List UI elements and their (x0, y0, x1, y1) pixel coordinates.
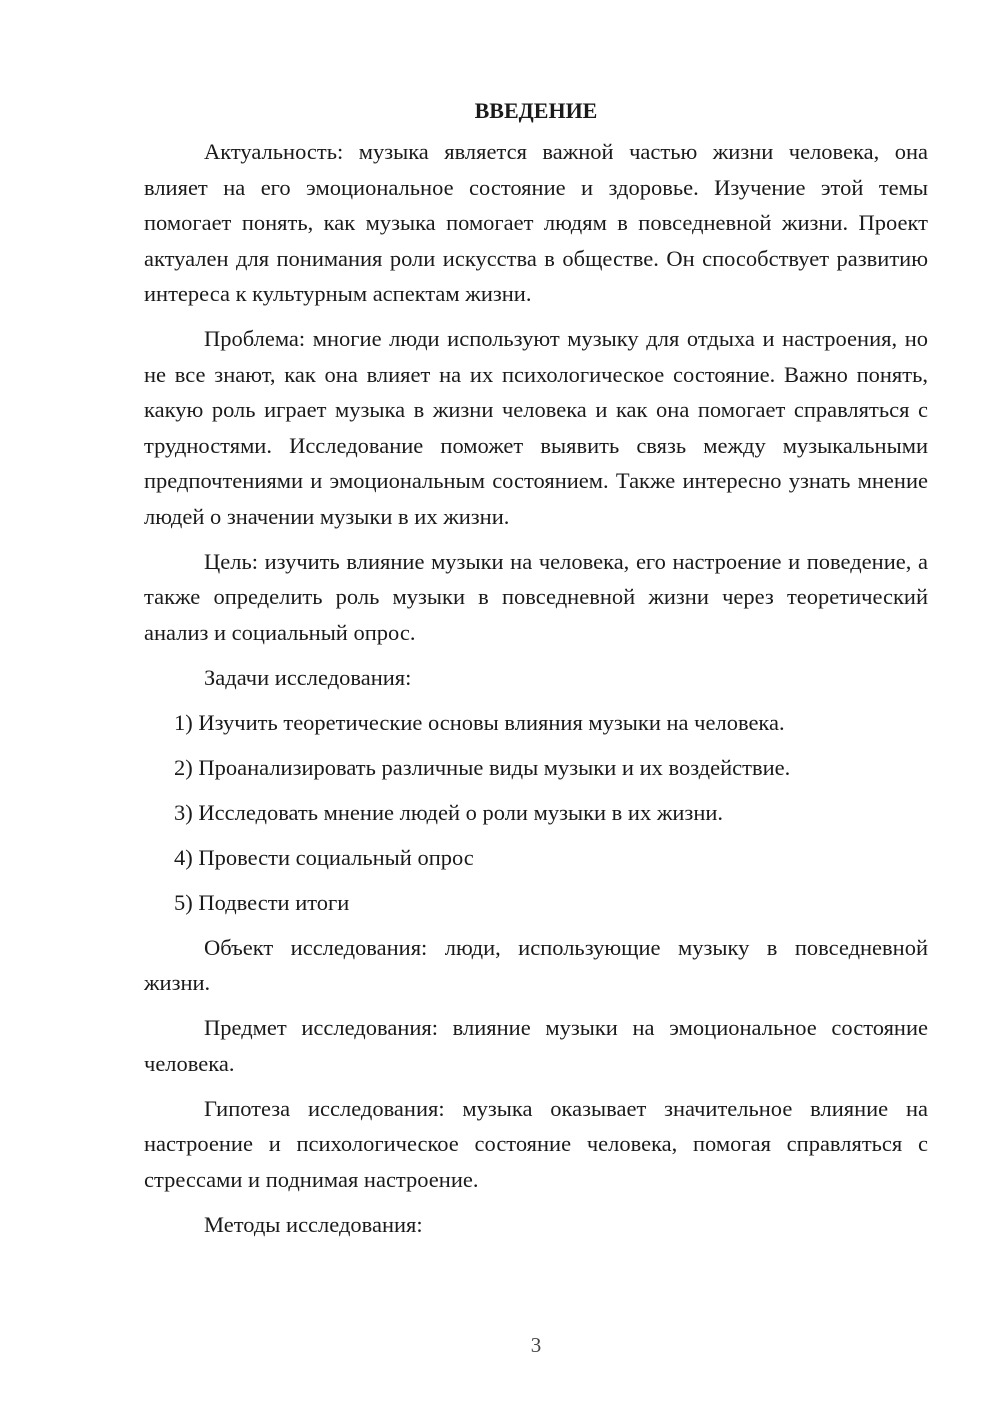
methods-heading: Методы исследования: (204, 1211, 423, 1237)
hypothesis-paragraph: Гипотеза исследования: музыка оказывает значительное влияние на настроение и психологическое состояние человека, помогая справляться с стрессами и поднимая настроение. (144, 1095, 928, 1192)
task-item-4: 4) Провести социальный опрос (174, 844, 474, 870)
tasks-heading: Задачи исследования: (204, 664, 412, 690)
page-number: 3 (530, 1333, 542, 1357)
document-body (144, 96, 928, 1252)
section-title: ВВЕДЕНИЕ (474, 98, 598, 123)
task-item-1: 1) Изучить теоретические основы влияния музыки на человека. (174, 709, 785, 735)
task-item-5: 5) Подвести итоги (174, 889, 350, 915)
task-item-3: 3) Исследовать мнение людей о роли музыки в их жизни. (174, 799, 724, 825)
subject-paragraph: Предмет исследования: влияние музыки на эмоциональное состояние человека. (144, 1015, 928, 1076)
relevance-paragraph: Актуальность: музыка является важной частью жизни человека, она влияет на его эмоциональное состояние и здоровье. Изучение этой темы помогает понять, как музыка помогает людям в повседневной жизни. Проект актуален для понимания роли искусства в обществе. Он способствует развитию интереса к культурным аспектам жизни. (144, 139, 928, 306)
task-item-2: 2) Проанализировать различные виды музыки и их воздействие. (174, 754, 791, 780)
object-paragraph: Объект исследования: люди, использующие музыку в повседневной жизни. (144, 934, 928, 995)
goal-paragraph: Цель: изучить влияние музыки на человека, его настроение и поведение, а также определить роль музыки в повседневной жизни через теоретический анализ и социальный опрос. (144, 548, 928, 645)
problem-paragraph: Проблема: многие люди используют музыку для отдыха и настроения, но не все знают, как она влияет на их психологическое состояние. Важно понять, какую роль играет музыка в жизни человека и как она помогает справляться с трудностями. Исследование поможет выявить связь между музыкальными предпочтениями и эмоциональным состоянием. Также интересно узнать мнение людей о значении музыки в их жизни. (144, 326, 928, 529)
